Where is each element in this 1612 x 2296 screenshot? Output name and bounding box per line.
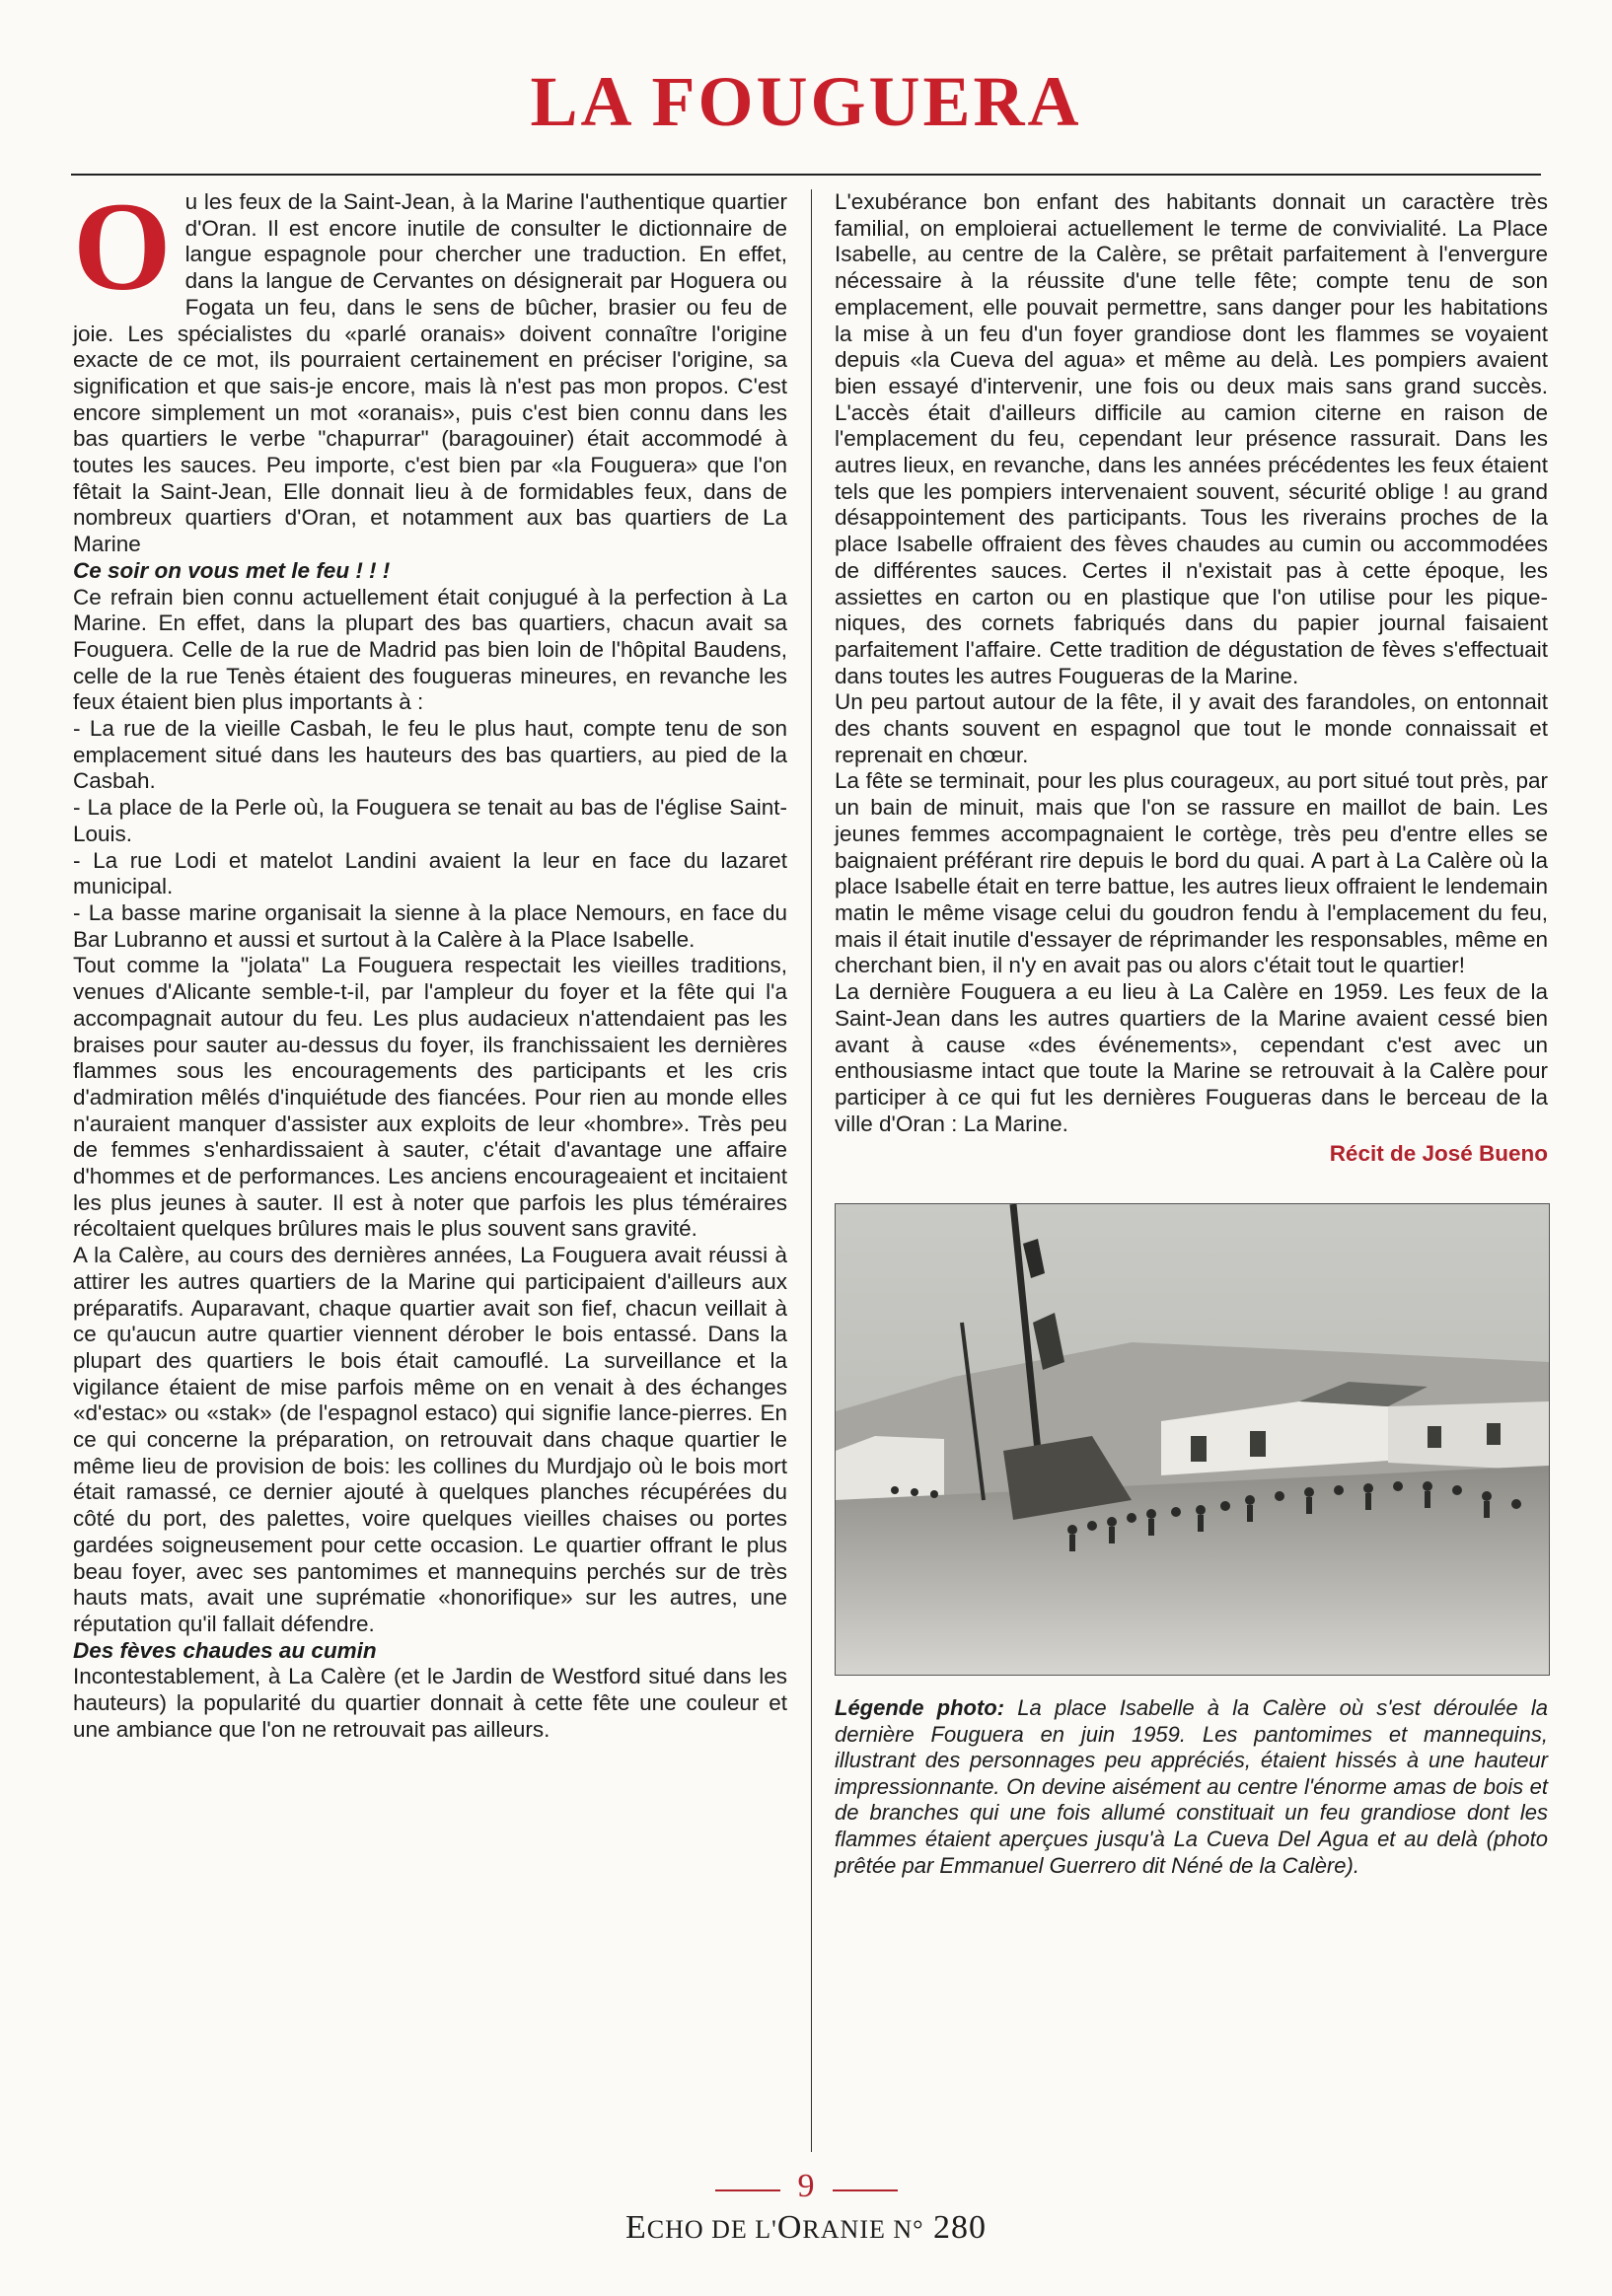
folio-rule-right <box>833 2189 898 2191</box>
column-divider <box>811 189 812 2152</box>
author-signature: Récit de José Bueno <box>1329 1141 1548 1167</box>
photo-illustration <box>836 1204 1549 1675</box>
paragraph: La dernière Fouguera a eu lieu à La Calère en 1959. Les feux de la Saint-Jean dans les autres quartiers de la Marine avaient cessé bien avant à cause «des événements», cependant c'est avec un enthousiasme intact que toute la Marine se retrouvait à la Calère pour participer à ce qui fut les dernières Fougueras dans le berceau de la ville d'Oran : La Marine. <box>835 979 1548 1136</box>
list-item-casbah: - La rue de la vieille Casbah, le feu le plus haut, compte tenu de son emplacement situé dans les hauteurs des bas quartiers, au pied de la Casbah. <box>73 716 787 794</box>
page-footer <box>0 2168 1612 2247</box>
photo-caption <box>835 1695 1548 1879</box>
issue-number: 280 <box>933 2209 988 2246</box>
historic-photo <box>835 1203 1550 1676</box>
list-item-perle: - La place de la Perle où, la Fouguera se tenait au bas de l'église Saint-Louis. <box>73 795 787 846</box>
article-title: LA FOUGUERA <box>530 62 1082 141</box>
list-item-lodi: - La rue Lodi et matelot Landini avaient la leur en face du lazaret municipal. <box>73 847 787 899</box>
paragraph: Incontestablement, à La Calère (et le Jardin de Westford situé dans les hauteurs) la popularité du quartier donnait à cette fête une couleur et une ambiance que l'on ne retrouvait pas ailleurs. <box>73 1664 787 1742</box>
journal-name: ECHO DE L'ORANIE N° 280 <box>624 2209 988 2246</box>
page-number: 9 <box>797 2168 815 2204</box>
paragraph: Un peu partout autour de la fête, il y avait des farandoles, on entonnait des chants souvent en espagnol que tout le monde connaissait et reprenait en chœur. <box>835 689 1548 767</box>
paragraph: L'exubérance bon enfant des habitants donnait un caractère très familial, on emploierai actuellement le terme de convivialité. La Place Isabelle, au centre de la Calère, se prêtait parfaitement à l'envergure nécessaire à la réussite d'une telle fête; compte tenu de son emplacement, elle pouvait permettre, sans danger pour les habitations la mise à un feu d'un foyer grandiose dont les flammes se voyaient depuis «la Cueva del agua» et même au delà. Les pompiers avaient bien essayé d'intervenir, une fois ou deux mais sans grand succès. L'accès était d'ailleurs difficile au camion citerne en raison de l'emplacement du feu, cependant leur présence rassurait. Dans les autres lieux, en revanche, dans les années précédentes les feux étaient tels que les pompiers intervenaient souvent, sécurité oblige ! au grand désappointement des participants. Tous les riverains proches de la place Isabelle offraient des fèves chaudes au cumin ou accommodées de différentes sauces. Certes il n'existait pas à cette époque, les assiettes en carton ou en plastique que l'on utilise pour les pique-niques, des cornets fabriqués dans du papier journal faisaient parfaitement l'affaire. Cette tradition de dégustation de fèves s'effectuait dans toutes les autres Fougueras de la Marine. <box>835 189 1548 688</box>
caption-label: Légende photo: <box>835 1695 1005 1721</box>
paragraph: Ce refrain bien connu actuellement était conjugué à la perfection à La Marine. En effet, dans la plupart des bas quartiers, chacun avait sa Fouguera. Celle de la rue de Madrid pas bien loin de l'hôpital Baudens, celle de la rue Tenès étaient des fougueras mineures, en revanche les feux étaient bien plus importants à : <box>73 584 787 715</box>
subheading-feves: Des fèves chaudes au cumin <box>73 1637 377 1663</box>
paragraph: Tout comme la "jolata" La Fouguera respectait les vieilles traditions, venues d'Alicante semble-t-il, par l'ampleur du foyer et la fête qui l'a accompagnait autour du feu. Les plus audacieux n'attendaient pas les braises pour sauter au-dessus du foyer, ils franchissaient les dernières flammes sous les encouragements des participants et les cris d'admiration mêlés d'inquiétude des fiancées. Pour rien au monde elles n'auraient manquer d'assister aux exploits de leur «hombre». Très peu de femmes s'enhardissaient à sauter, c'était d'avantage une affaire d'hommes et de performances. Les anciens encourageaient et incitaient les plus jeunes à sauter. Il est à noter que parfois les plus téméraires récoltaient quelques brûlures mais le plus souvent sans gravité. <box>73 953 787 1242</box>
list-item-basse-marine: - La basse marine organisait la sienne à la place Nemours, en face du Bar Lubranno et aussi et surtout à la Calère à la Place Isabelle. <box>73 899 787 952</box>
title-rule <box>71 174 1541 176</box>
paragraph: La fête se terminait, pour les plus courageux, au port situé tout près, par un bain de minuit, mais que l'on se rassure en maillot de bain. Les jeunes femmes accompagnaient le cortège, très peu d'entre elles se baignaient préférant rire depuis le bord du quai. A part à La Calère où la place Isabelle était en terre battue, les autres lieux offraient le lendemain matin le même visage celui du goudron fendu à l'emplacement du feu, mais il était inutile d'essayer de réprimander les responsables, même en cherchant bien, il n'y en avait pas ou alors c'était tout le quartier! <box>835 768 1548 978</box>
intro-text: u les feux de la Saint-Jean, à la Marine l'authentique quartier d'Oran. Il est encore inutile de consulter le dictionnaire de langue espagnole pour chercher une traduction. En effet, dans la langue de Cervantes on désignerait par Hoguera ou Fogata un feu, dans le sens de bûcher, brasier ou feu de joie. Les spécialistes du «parlé oranais» doivent connaître l'origine exacte de ce mot, ils pourraient certainement en préciser l'origine, sa signification et que sais-je encore, mais là n'est pas mon propos. C'est encore simplement un mot «oranais», puis c'est bien connu dans les bas quartiers le verbe "chapurrar" (baragouiner) était accommodé à toutes les sauces. Peu importe, c'est bien par «la Fouguera» que l'on fêtait la Saint-Jean, Elle donnait lieu à de formidables feux, dans de nombreux quartiers d'Oran, et notamment aux bas quartiers de La Marine <box>73 189 787 557</box>
subheading-ce-soir: Ce soir on vous met le feu ! ! ! <box>73 557 391 583</box>
caption-text: La place Isabelle à la Calère où s'est déroulée la dernière Fouguera en juin 1959. Les pantomimes et mannequins, illustrant des personnages peu appréciés, étaient hissés à une hauteur impressionnante. On devine aisément au centre l'énorme amas de bois et de branches qui une fois allumé constituait un feu grandiose dont les flammes étaient aperçues jusqu'à La Cueva Del Agua et au delà (photo prêtée par Emmanuel Guerrero dit Néné de la Calère). <box>835 1695 1548 1878</box>
page-number-block <box>780 2168 833 2205</box>
right-column <box>835 189 1548 1879</box>
paragraph: A la Calère, au cours des dernières années, La Fouguera avait réussi à attirer les autres quartiers de la Marine qui participaient d'ailleurs aux préparatifs. Auparavant, chaque quartier avait son fief, chacun veillait à ce qu'aucun autre quartier viennent dérober le bois entassé. Dans la plupart des quartiers le bois était camouflé. La surveillance et la vigilance étaient de mise parfois même on en venait à des échanges «d'estac» ou «stak» (de l'espagnol estaco) qui signifie lance-pierres. En ce qui concerne la préparation, on retrouvait dans chaque quartier le même lieu de provision de bois: les collines du Murdjajo où le bois mort était ramassé, ce dernier ajouté à quelques planches récupérées du côté du port, des palettes, voire quelques vieilles chaises ou portes gardées soigneusement pour cette occasion. Le quartier offrant le plus beau foyer, avec ses pantomimes et mannequins perchés sur de très hauts mats, avait une suprématie «honorifique» sur les autres, une réputation qu'il fallait défendre. <box>73 1243 787 1636</box>
intro-paragraph <box>73 177 787 558</box>
left-column <box>73 177 787 1743</box>
drop-cap: O <box>73 177 172 317</box>
folio-rule-left <box>715 2189 780 2191</box>
